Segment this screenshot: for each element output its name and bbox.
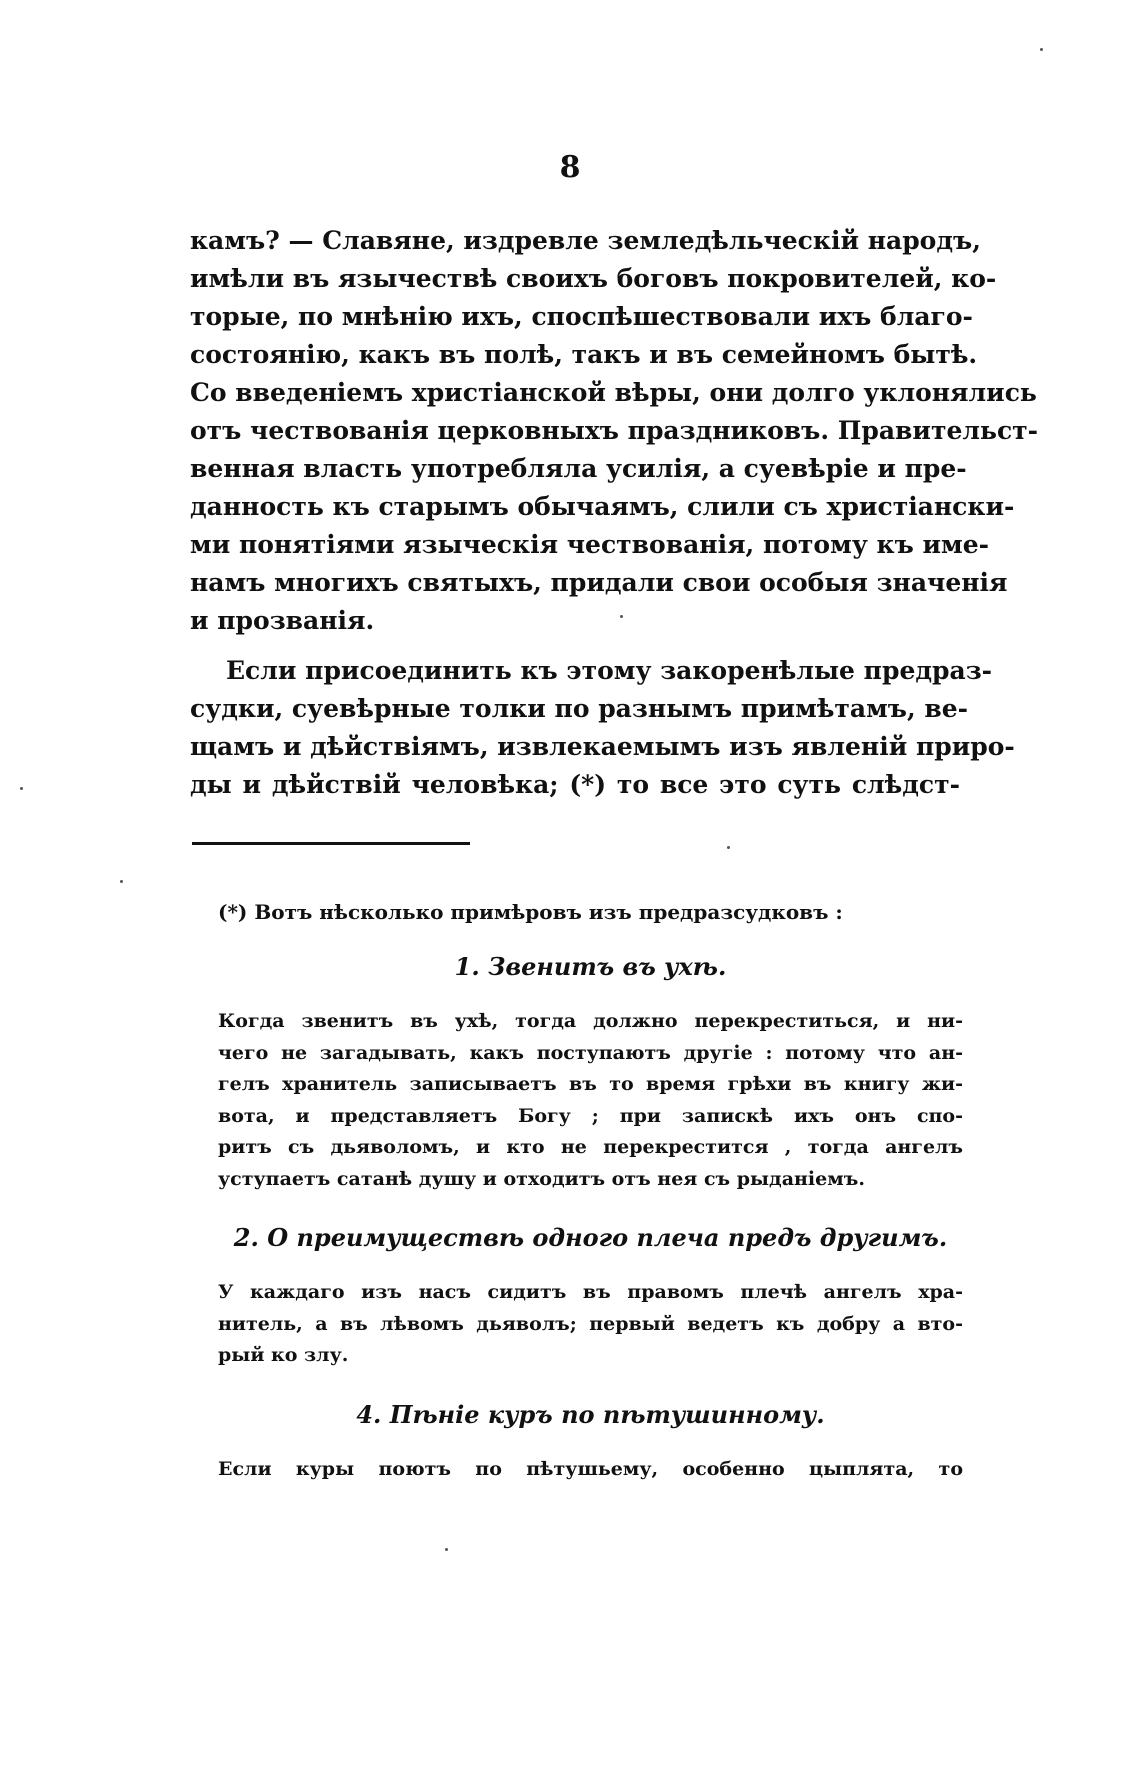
footnote-line: Когда звенитъ въ ухѣ, тогда должно перекреститься, и ни-: [218, 1010, 963, 1032]
scan-speck: [620, 615, 623, 618]
footnote-line: нитель, а въ лѣвомъ дьяволъ; первый ведетъ къ добру а вто-: [218, 1312, 963, 1335]
body-line: камъ? — Славяне, издревле земледѣльческій народъ,: [190, 226, 981, 255]
scan-speck: [445, 1548, 448, 1551]
scan-speck: [1040, 48, 1043, 51]
body-line: щамъ и дѣйствіямъ, извлекаемымъ изъ явленій приро-: [190, 732, 1015, 761]
footnote-line: У каждаго изъ насъ сидитъ въ правомъ плечѣ ангелъ хра-: [218, 1281, 963, 1303]
footnote-line: Если куры поютъ по пѣтушьему, особенно цыплята, то: [218, 1457, 963, 1480]
footnote-heading: 4. Пѣніе куръ по пѣтушинному.: [356, 1399, 825, 1429]
footnote-line: вота, и представляетъ Богу ; при запискѣ ихъ онъ спо-: [218, 1104, 963, 1127]
body-line: Со введеніемъ христіанской вѣры, они долго уклонялись: [190, 378, 1037, 407]
footnote-line: рый ко злу.: [218, 1344, 349, 1366]
body-line: венная власть употребляла усилія, а суевѣріе и пре-: [190, 454, 967, 483]
footnote-heading: 2. О преимуществѣ одного плеча предъ другимъ.: [233, 1223, 948, 1252]
footnote-paragraph: [218, 1006, 963, 1195]
scan-speck: [120, 880, 123, 883]
footnote-line: ритъ съ дьяволомъ, и кто не перекрестится , тогда ангелъ: [218, 1136, 963, 1158]
body-line: ми понятіями языческія чествованія, потому къ име-: [190, 530, 989, 559]
main-body-text: [190, 222, 1039, 804]
body-line: ды и дѣйствій человѣка; (*) то все это суть слѣдст-: [190, 770, 960, 799]
body-line: Если присоединить къ этому закоренѣлые предраз-: [226, 656, 993, 685]
body-line: данность къ старымъ обычаямъ, слили съ христіански-: [190, 492, 1015, 521]
body-line: торые, по мнѣнію ихъ, споспѣшествовали ихъ благо-: [190, 302, 973, 331]
footnote-paragraph: [218, 1277, 963, 1372]
body-line: намъ многихъ святыхъ, придали свои особыя значенія: [190, 568, 1008, 597]
body-line: отъ чествованія церковныхъ праздниковъ. Правительст-: [190, 416, 1039, 445]
scan-speck: [727, 846, 730, 849]
footnote-paragraph: [218, 1454, 963, 1486]
footnotes: [218, 896, 963, 1511]
page-number: 8: [559, 150, 581, 185]
scan-speck: [20, 787, 23, 790]
footnote-separator: [192, 842, 470, 845]
footnote-line: уступаетъ сатанѣ душу и отходитъ отъ нея съ рыданіемъ.: [218, 1167, 865, 1190]
footnote-heading: 1. Звенитъ въ ухѣ.: [454, 952, 727, 981]
body-line: имѣли въ язычествѣ своихъ боговъ покровителей, ко-: [190, 264, 997, 293]
footnote-line: чего не загадывать, какъ поступаютъ другіе : потому что ан-: [218, 1041, 963, 1064]
body-line: судки, суевѣрные толки по разнымъ примѣтамъ, ве-: [190, 694, 969, 723]
footnote-intro: (*) Вотъ нѣсколько примѣровъ изъ предразсудковъ :: [218, 900, 843, 924]
body-line: состоянію, какъ въ полѣ, такъ и въ семейномъ бытѣ.: [190, 340, 978, 369]
body-line: и прозванія.: [190, 606, 375, 635]
footnote-line: гелъ хранитель записываетъ въ то время грѣхи въ книгу жи-: [218, 1073, 963, 1095]
